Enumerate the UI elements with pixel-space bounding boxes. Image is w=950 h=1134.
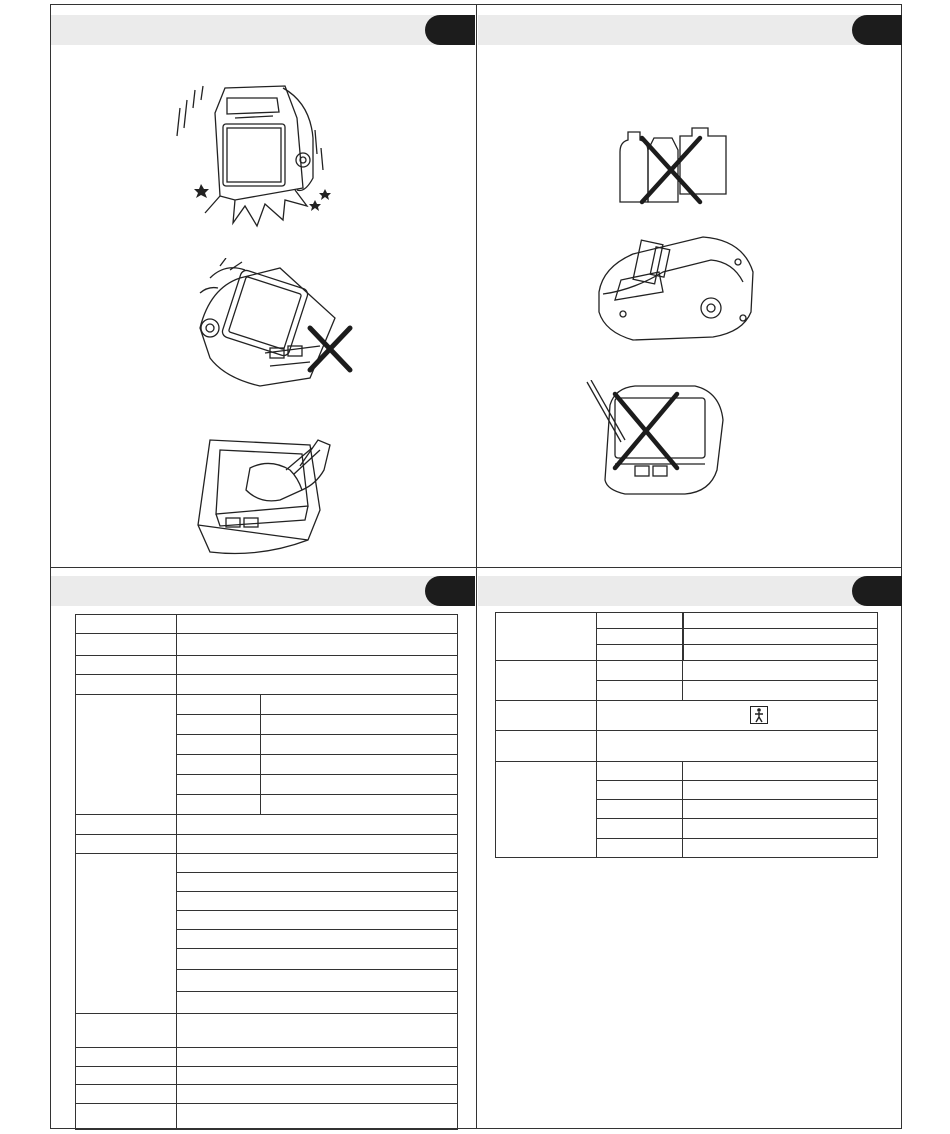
table-row bbox=[76, 615, 458, 634]
spec-table-left bbox=[75, 614, 458, 1130]
screwdriver-crossed-icon bbox=[585, 380, 730, 500]
chemical-bottles-crossed-icon bbox=[612, 122, 737, 207]
table-row bbox=[496, 731, 878, 762]
table-row bbox=[76, 1085, 458, 1104]
panel-tab bbox=[852, 15, 902, 45]
panel-header-bar bbox=[478, 576, 901, 606]
table-row bbox=[496, 661, 878, 681]
table-row bbox=[76, 1104, 458, 1130]
middle-divider bbox=[50, 567, 902, 568]
table-row bbox=[76, 1048, 458, 1067]
type-bf-applied-part-icon bbox=[750, 706, 768, 724]
monitor-impact-crossed-icon bbox=[170, 258, 360, 388]
panel-header-bar bbox=[478, 15, 901, 45]
table-row bbox=[496, 762, 878, 781]
table-row bbox=[76, 634, 458, 656]
table-row bbox=[496, 613, 878, 629]
table-row bbox=[76, 854, 458, 873]
panel-tab bbox=[425, 15, 475, 45]
table-row bbox=[76, 1067, 458, 1085]
table-row bbox=[76, 656, 458, 675]
battery-compartment-open-icon bbox=[593, 232, 763, 347]
table-row bbox=[76, 695, 458, 715]
table-row bbox=[496, 701, 878, 731]
spec-table-right bbox=[495, 612, 878, 858]
panel-tab bbox=[852, 576, 902, 606]
panel-tab bbox=[425, 576, 475, 606]
panel-header-bar bbox=[51, 15, 475, 45]
table-row bbox=[76, 835, 458, 854]
monitor-wiping-cloth-icon bbox=[190, 430, 340, 560]
table-row bbox=[76, 815, 458, 835]
monitor-dropping-icon bbox=[165, 78, 345, 233]
table-row bbox=[76, 1014, 458, 1048]
table-row bbox=[76, 675, 458, 695]
panel-header-bar bbox=[51, 576, 475, 606]
